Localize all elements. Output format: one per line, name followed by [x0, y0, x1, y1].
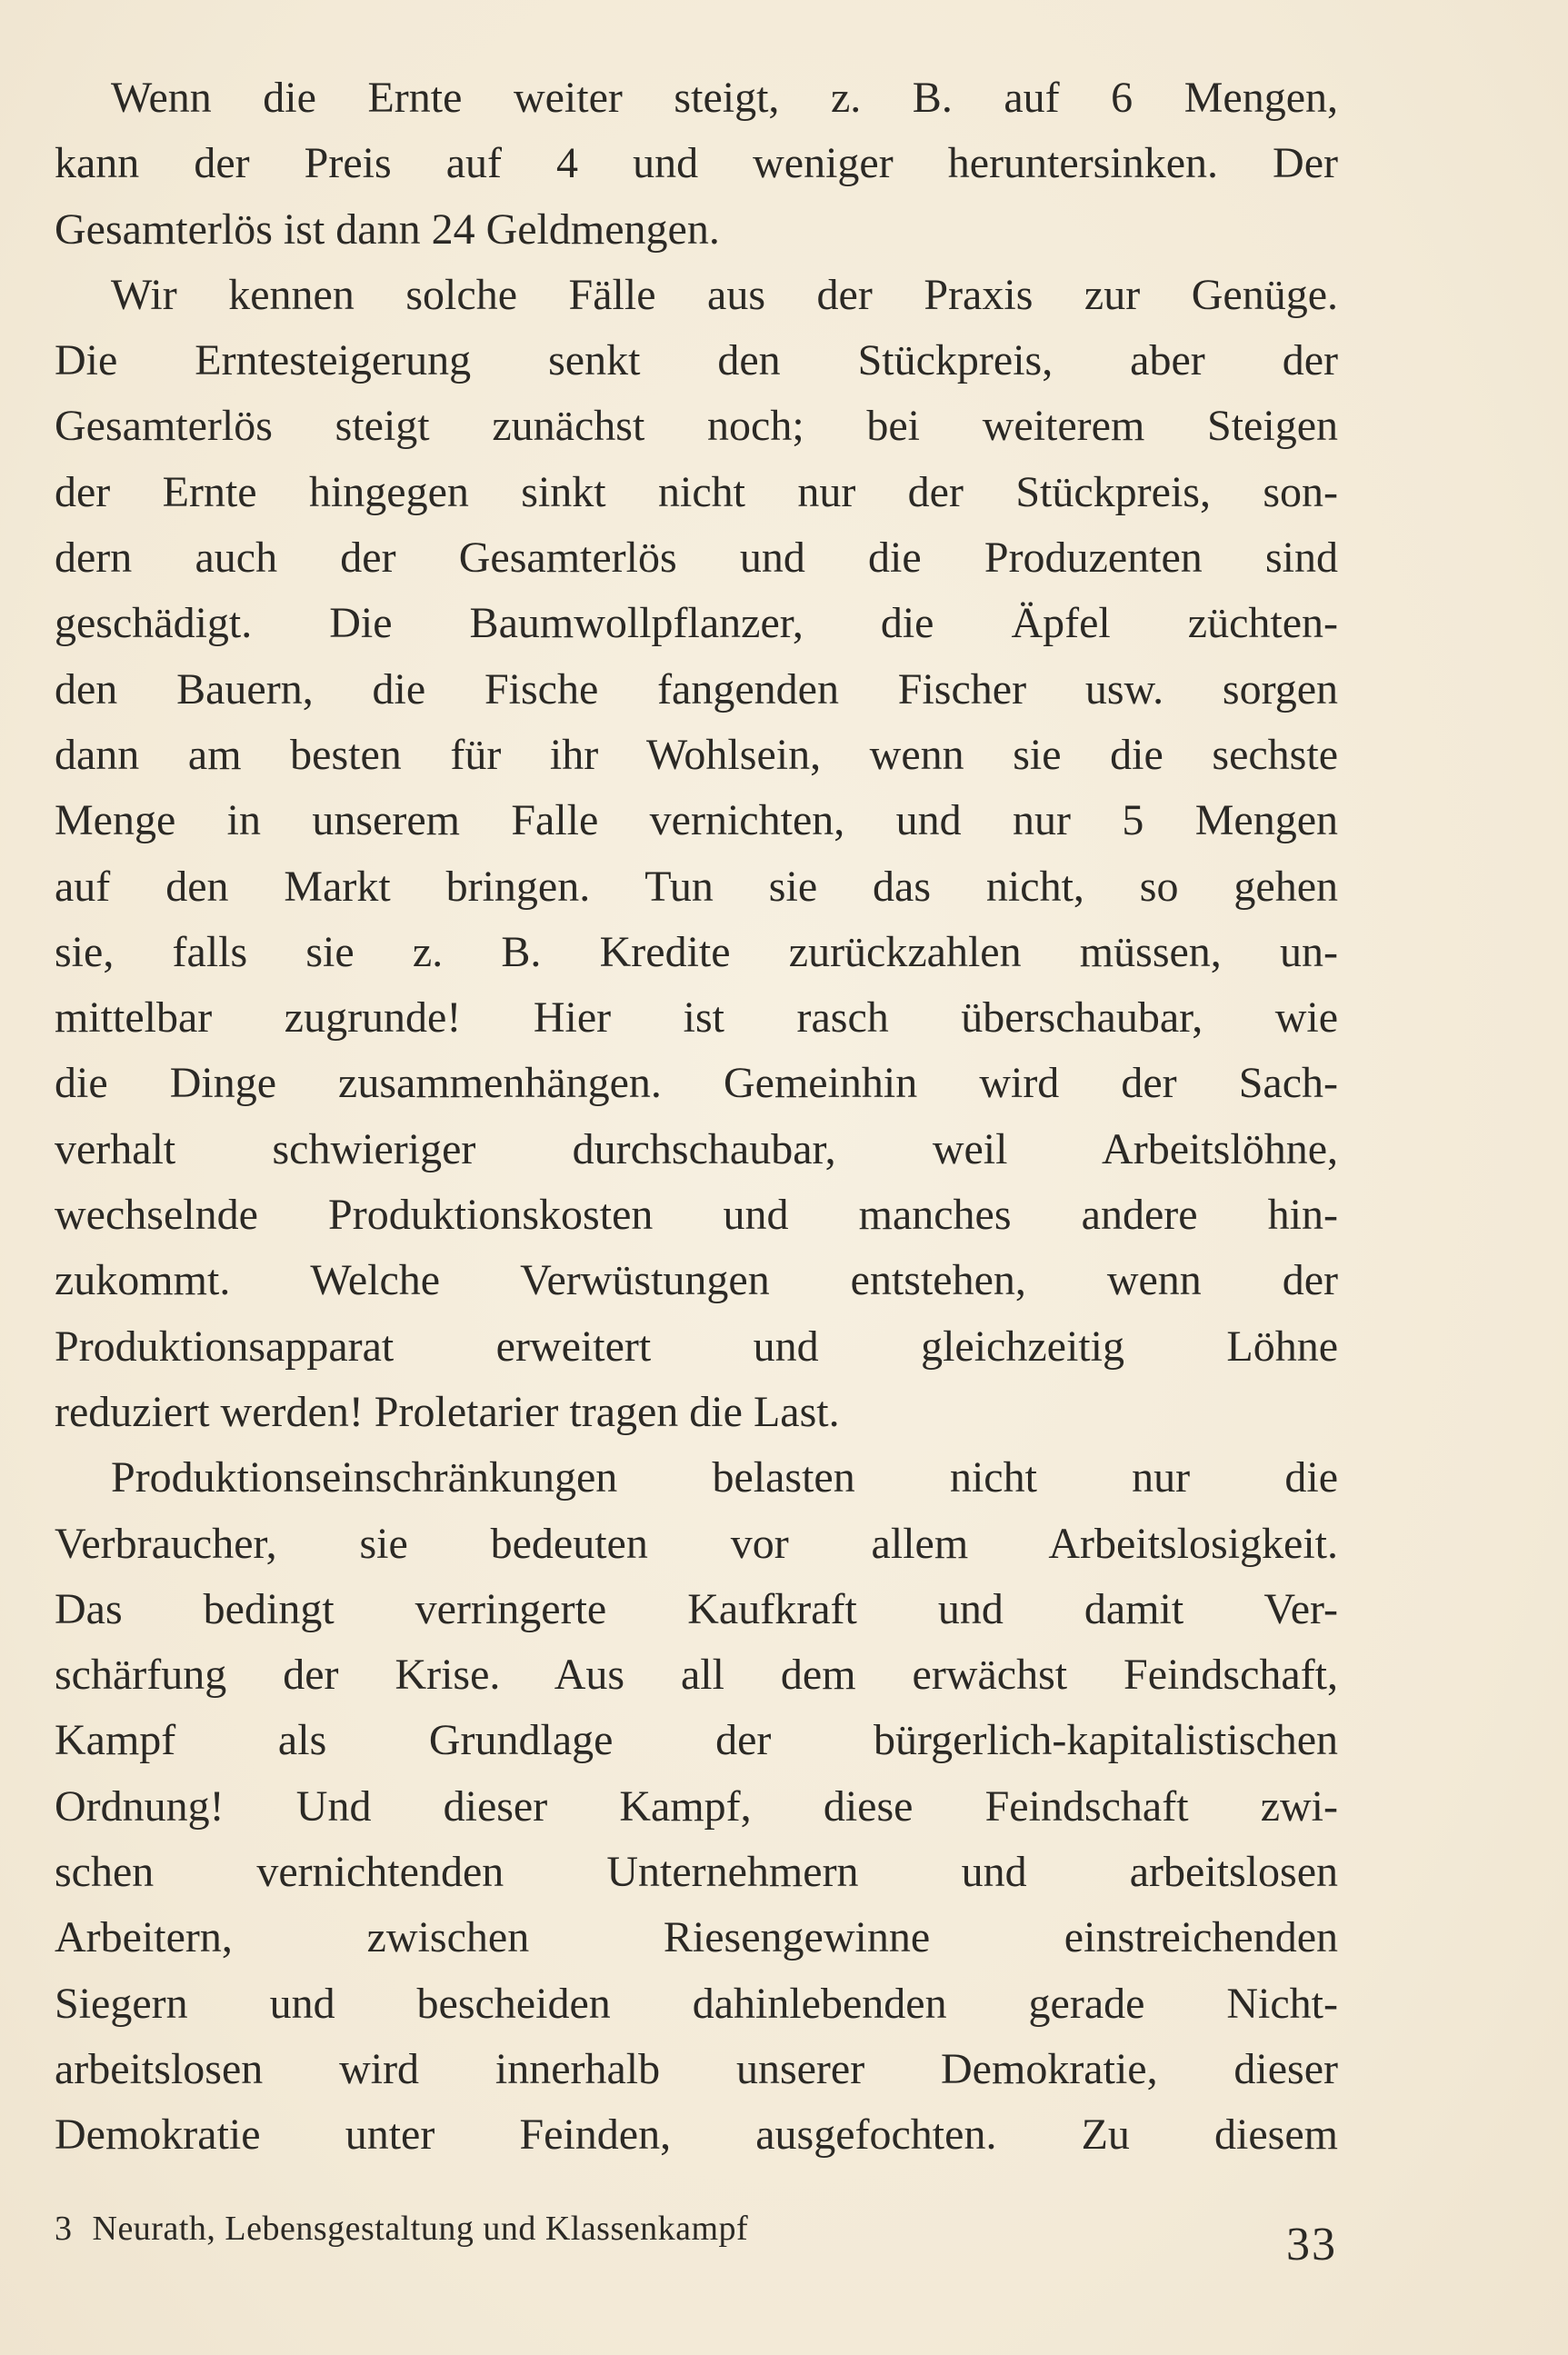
text-line: Siegern und bescheiden dahinlebenden gerade Nicht- — [55, 1979, 1338, 2028]
text-line: auf den Markt bringen. Tun sie das nicht, so gehen — [55, 862, 1338, 911]
book-title-footer: Neurath, Lebensgestaltung und Klassenkampf — [92, 2210, 749, 2248]
text-line: Ordnung! Und dieser Kampf, diese Feindschaft zwi- — [55, 1781, 1338, 1831]
text-line: reduziert werden! Proletarier tragen die Last. — [55, 1387, 840, 1436]
text-line: sie, falls sie z. B. Kredite zurückzahlen müssen, un- — [55, 927, 1338, 976]
text-line: Gesamterlös steigt zunächst noch; bei weiterem Steigen — [55, 402, 1338, 451]
text-line: Wenn die Ernte weiter steigt, z. B. auf 6 Mengen, — [111, 74, 1338, 122]
text-line: arbeitslosen wird innerhalb unserer Demokratie, dieser — [55, 2044, 1338, 2093]
text-line: mittelbar zugrunde! Hier ist rasch überschaubar, wie — [55, 993, 1338, 1043]
text-line: kann der Preis auf 4 und weniger heruntersinken. Der — [55, 139, 1338, 188]
page-number: 33 — [1286, 2219, 1337, 2270]
text-line: schen vernichtenden Unternehmern und arbeitslosen — [55, 1848, 1338, 1897]
text-line: Demokratie unter Feinden, ausgefochten. Zu diesem — [55, 2111, 1338, 2160]
text-line: schärfung der Krise. Aus all dem erwächst Feindschaft, — [55, 1651, 1338, 1700]
body-text — [55, 65, 1338, 2169]
text-line: Wir kennen solche Fälle aus der Praxis zur Genüge. — [111, 270, 1338, 319]
text-line: Verbraucher, sie bedeuten vor allem Arbeitslosigkeit. — [55, 1519, 1338, 1568]
text-line: Die Erntesteigerung senkt den Stückpreis, aber der — [55, 336, 1338, 385]
text-line: Menge in unserem Falle vernichten, und nur 5 Mengen — [55, 796, 1338, 845]
text-line: Arbeitern, zwischen Riesengewinne einstreichenden — [55, 1913, 1338, 1962]
text-line: Kampf als Grundlage der bürgerlich-kapitalistischen — [55, 1716, 1338, 1765]
text-line: zukommt. Welche Verwüstungen entstehen, wenn der — [55, 1256, 1338, 1305]
text-line: Das bedingt verringerte Kaufkraft und damit Ver- — [55, 1584, 1338, 1633]
text-line: wechselnde Produktionskosten und manches andere hin- — [55, 1191, 1338, 1240]
text-line: dern auch der Gesamterlös und die Produzenten sind — [55, 534, 1338, 583]
text-line: der Ernte hingegen sinkt nicht nur der Stückpreis, son- — [55, 467, 1338, 516]
text-line: den Bauern, die Fische fangenden Fischer usw. sorgen — [55, 664, 1338, 713]
text-line: Gesamterlös ist dann 24 Geldmengen. — [55, 205, 720, 254]
sheet-signature: 3 — [55, 2210, 73, 2248]
printer-signature-line — [55, 2209, 748, 2249]
text-line: die Dinge zusammenhängen. Gemeinhin wird der Sach- — [55, 1059, 1338, 1108]
text-line: dann am besten für ihr Wohlsein, wenn sie die sechste — [55, 730, 1338, 779]
text-line: Produktionsapparat erweitert und gleichzeitig Löhne — [55, 1322, 1338, 1371]
text-line: verhalt schwieriger durchschaubar, weil Arbeitslöhne, — [55, 1124, 1338, 1173]
text-line: Produktionseinschränkungen belasten nicht nur die — [111, 1453, 1338, 1502]
text-line: geschädigt. Die Baumwollpflanzer, die Äpfel züchten- — [55, 599, 1338, 648]
